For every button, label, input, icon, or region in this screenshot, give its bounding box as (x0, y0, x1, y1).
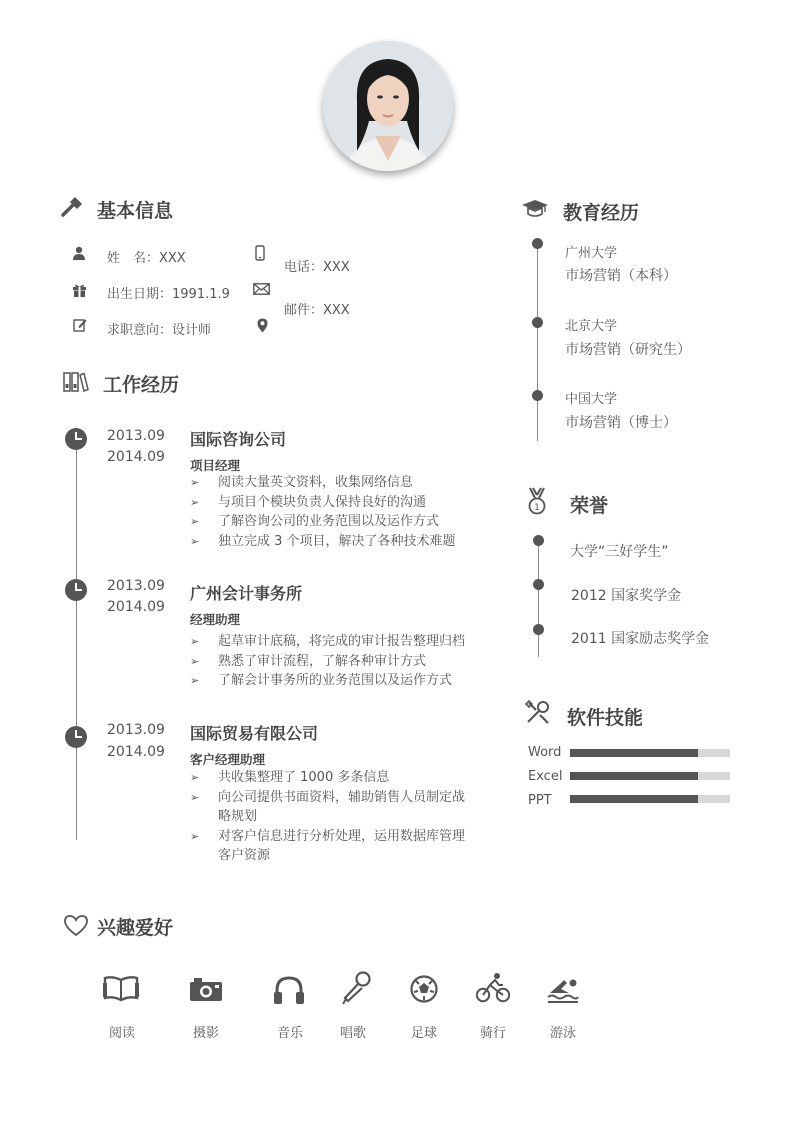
clock-icon (65, 428, 87, 450)
education-title: 教育经历 (563, 202, 640, 224)
phone-field: 电话：XXX (284, 260, 350, 275)
work-duties (190, 632, 490, 691)
hobby-label: 唱歌 (339, 1026, 366, 1041)
microphone-icon (341, 971, 371, 1005)
intent-field: 求职意向：设计师 (107, 323, 212, 338)
work-role: 项目经理 (190, 458, 241, 473)
skill-bar-fill (570, 795, 698, 803)
work-timeline (76, 436, 77, 840)
headphones-icon (273, 975, 305, 1005)
work-title: 工作经历 (103, 374, 180, 396)
work-duties (190, 473, 490, 551)
birth-field: 出生日期：1991.1.9 (107, 287, 230, 302)
skill-bar (570, 749, 730, 757)
camera-icon (189, 977, 223, 1003)
honors-title: 荣誉 (570, 495, 609, 517)
education-school: 中国大学 (565, 392, 618, 407)
hobby-label: 音乐 (276, 1026, 303, 1041)
person-icon (72, 246, 86, 260)
honors-timeline (538, 540, 539, 657)
education-major: 市场营销（博士） (565, 415, 677, 431)
phone-icon (255, 245, 265, 261)
education-school: 广州大学 (565, 246, 618, 261)
avatar (323, 41, 453, 171)
clock-icon (65, 579, 87, 601)
skill-bar-fill (570, 772, 698, 780)
skill-name: Excel (528, 769, 563, 784)
education-major: 市场营销（研究生） (565, 342, 691, 358)
timeline-dot (533, 535, 544, 546)
basic-info-title: 基本信息 (97, 200, 174, 222)
education-timeline (537, 243, 538, 441)
name-field: 姓 名：XXX (107, 251, 186, 266)
work-start-date: 2013.09 (107, 722, 165, 738)
duty-item: ➢ 熟悉了审计流程，了解各种审计方式 (190, 652, 490, 672)
education-school: 北京大学 (565, 319, 618, 334)
gift-icon (72, 283, 87, 297)
timeline-dot (533, 579, 544, 590)
hobby-label: 骑行 (479, 1026, 506, 1041)
medal-icon (527, 487, 547, 515)
mail-icon (253, 283, 270, 295)
work-company: 国际咨询公司 (190, 430, 287, 449)
hobby-label: 游泳 (549, 1026, 576, 1041)
work-company: 广州会计事务所 (190, 584, 303, 603)
book-icon (103, 975, 139, 1003)
work-end-date: 2014.09 (107, 449, 165, 465)
svg-text:1: 1 (534, 503, 540, 513)
skill-bar (570, 795, 730, 803)
skill-name: PPT (528, 793, 552, 808)
duty-item: ➢ 了解咨询公司的业务范围以及运作方式 (190, 512, 490, 532)
timeline-dot (533, 624, 544, 635)
hobby-label: 摄影 (192, 1026, 219, 1041)
skill-bar-fill (570, 749, 698, 757)
skill-name: Word (528, 745, 562, 760)
email-field: 邮件：XXX (284, 303, 350, 318)
duty-item: ➢ 独立完成 3 个项目，解决了各种技术难题 (190, 532, 490, 552)
honor-item: 大学“三好学生” (570, 544, 669, 560)
honor-item: 2011 国家励志奖学金 (571, 631, 710, 647)
tools-icon (525, 700, 551, 726)
heart-icon (63, 914, 89, 937)
education-major: 市场营销（本科） (565, 268, 677, 284)
soccer-ball-icon (410, 975, 438, 1003)
duty-item: ➢ 共收集整理了 1000 多条信息 (190, 768, 470, 788)
duty-item: ➢ 了解会计事务所的业务范围以及运作方式 (190, 671, 490, 691)
duty-item: ➢ 与项目个模块负责人保持良好的沟通 (190, 493, 490, 513)
clock-icon (65, 726, 87, 748)
edit-icon (73, 318, 87, 332)
hobby-label: 足球 (410, 1026, 437, 1041)
work-role: 客户经理助理 (190, 752, 266, 767)
duty-item: ➢ 向公司提供书面资料，辅助销售人员制定战略规划 (190, 788, 470, 827)
work-end-date: 2014.09 (107, 744, 165, 760)
duty-item: ➢ 对客户信息进行分析处理，运用数据库管理客户资源 (190, 827, 470, 866)
work-start-date: 2013.09 (107, 428, 165, 444)
duty-item: ➢ 阅读大量英文资料，收集网络信息 (190, 473, 490, 493)
honor-item: 2012 国家奖学金 (571, 588, 682, 604)
timeline-dot (532, 238, 543, 249)
timeline-dot (532, 390, 543, 401)
skill-bar (570, 772, 730, 780)
location-pin-icon (257, 318, 268, 333)
work-start-date: 2013.09 (107, 578, 165, 594)
bicycle-icon (476, 972, 510, 1003)
work-company: 国际贸易有限公司 (190, 724, 319, 743)
skills-title: 软件技能 (567, 707, 644, 729)
work-duties (190, 768, 470, 866)
duty-item: ➢ 起草审计底稿，将完成的审计报告整理归档 (190, 632, 490, 652)
work-role: 经理助理 (190, 612, 241, 627)
binders-icon (63, 372, 89, 392)
hammer-icon (61, 196, 83, 218)
swimming-icon (547, 976, 579, 1003)
hobbies-title: 兴趣爱好 (97, 917, 174, 939)
timeline-dot (532, 317, 543, 328)
work-end-date: 2014.09 (107, 599, 165, 615)
hobby-label: 阅读 (108, 1026, 135, 1041)
graduation-cap-icon (521, 199, 549, 219)
